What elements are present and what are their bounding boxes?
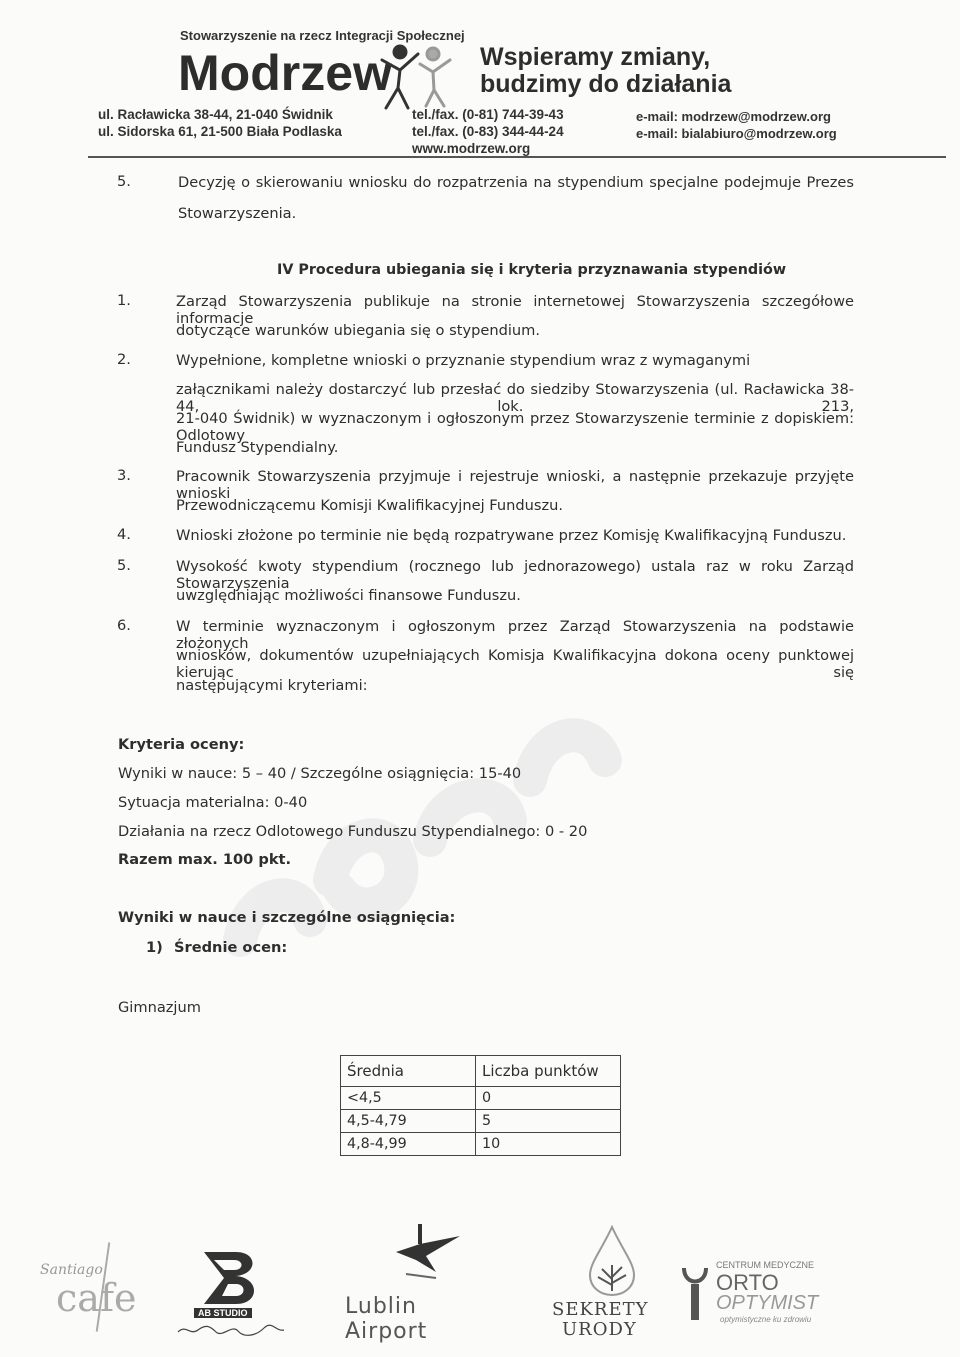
table-cell: 5 [476,1110,621,1133]
ab-studio-signature [176,1322,286,1338]
item-3-line: Pracownik Stowarzyszenia przyjmuje i rejestruje wnioski, a następnie przekazuje przyjęte wnioski [176,468,854,502]
results-heading: Wyniki w nauce i szczególne osiągnięcia: [118,909,456,926]
table-row [341,1087,621,1110]
criteria-total: Razem max. 100 pkt. [118,851,292,868]
urody-text: URODY [562,1319,637,1340]
email-line-2[interactable]: e-mail: bialabiuro@modrzew.org [636,126,837,141]
item-6-line: następującymi kryteriami: [176,677,368,694]
organization-name: Stowarzyszenie na rzecz Integracji Społecznej [180,28,465,43]
airplane-icon [376,1222,466,1282]
logo-wordmark: Modrzew [178,45,392,101]
orto-label-4: optymistyczne ku zdrowiu [720,1315,812,1324]
header-divider [88,156,946,158]
address-block [98,106,342,140]
slogan-line-2: budzimy do działania [480,70,732,98]
email-block [636,108,837,142]
item-2-line: Wypełnione, kompletne wnioski o przyznanie stypendium wraz z wymaganymi [176,352,751,369]
phone-block [412,106,564,157]
item-1-number: 1. [117,292,131,309]
table-cell: 0 [476,1087,621,1110]
email-line-1[interactable]: e-mail: modrzew@modrzew.org [636,109,831,124]
table-header: Średnia [341,1056,476,1087]
orto-symbol-icon [680,1264,710,1324]
item-4-line: Wnioski złożone po terminie nie będą rozpatrywane przez Komisję Kwalifikacyjną Funduszu. [176,527,847,544]
table-cell: 10 [476,1133,621,1156]
item-4-number: 4. [117,526,131,543]
criteria-line: Działania na rzecz Odlotowego Funduszu Stypendialnego: 0 - 20 [118,823,588,840]
lublin-airport-logo [340,1222,500,1347]
item-5-line: uwzględniając możliwości finansowe Funduszu. [176,587,521,604]
table-header-row [341,1056,621,1087]
orto-label-2: ORTO [716,1270,779,1295]
drop-plant-icon [584,1225,640,1297]
item-6-line: wniosków, dokumentów uzupełniających Komisja Kwalifikacyjna dokona oceny punktowej kierując się [176,647,854,681]
address-line-2: ul. Sidorska 61, 21-500 Biała Podlaska [98,124,342,139]
intro-item-line-1: Decyzję o skierowaniu wniosku do rozpatrzenia na stypendium specjalne podejmuje Prezes [178,174,854,191]
item-6-number: 6. [117,617,131,634]
item-3-line: Przewodniczącemu Komisji Kwalifikacyjnej Funduszu. [176,497,564,514]
ab-studio-label: AB STUDIO [194,1308,252,1318]
grades-table [340,1055,621,1156]
ab-studio-logo [172,1248,292,1348]
orto-label-1: CENTRUM MEDYCZNE [716,1260,814,1270]
intro-item-number: 5. [117,173,131,190]
orto-optymist-logo [680,1260,840,1330]
sekrety-text: SEKRETY [552,1299,649,1320]
logo-figure-icon [378,40,458,110]
santiago-cafe-small-text: Santiago [40,1262,103,1278]
item-3-number: 3. [117,467,131,484]
criteria-heading: Kryteria oceny: [118,736,245,753]
item-2-line: 21-040 Świdnik) w wyznaczonym i ogłoszonym przez Stowarzyszenie terminie z dopiskiem: Odlotowy [176,410,854,444]
table-row [341,1110,621,1133]
item-2-line: Fundusz Stypendialny. [176,439,339,456]
results-sub-label: Średnie ocen: [174,939,288,956]
address-line-1: ul. Racławicka 38-44, 21-040 Świdnik [98,107,333,122]
item-6-line: W terminie wyznaczonym i ogłoszonym przez Zarząd Stowarzyszenia na podstawie złożonych [176,618,854,652]
slogan [480,44,731,98]
table-row [341,1133,621,1156]
phone-line-2: tel./fax. (0-83) 344-44-24 [412,124,564,139]
table-cell: 4,5-4,79 [341,1110,476,1133]
orto-label-3: OPTYMIST [716,1292,819,1314]
intro-item-line-2: Stowarzyszenia. [178,205,297,222]
item-1-line: Zarząd Stowarzyszenia publikuje na stronie internetowej Stowarzyszenia szczegółowe informacje [176,293,854,327]
item-5-line: Wysokość kwoty stypendium (rocznego lub jednorazowego) ustala raz w roku Zarząd Stowarzyszenia [176,558,854,592]
slogan-line-1: Wspieramy zmiany, [480,43,711,71]
results-sub-number: 1) [146,939,163,956]
criteria-line: Sytuacja materialna: 0-40 [118,794,308,811]
phone-line-1: tel./fax. (0-81) 744-39-43 [412,107,564,122]
school-level: Gimnazjum [118,999,201,1016]
ab-studio-mark-icon [200,1248,264,1308]
santiago-cafe-big-text: cafe [56,1276,137,1320]
lublin-airport-text: Lublin Airport [345,1294,428,1344]
santiago-cafe-logo [40,1240,160,1340]
item-1-line: dotyczące warunków ubiegania się o stypendium. [176,322,540,339]
table-cell: 4,8-4,99 [341,1133,476,1156]
criteria-line: Wyniki w nauce: 5 – 40 / Szczególne osiągnięcia: 15-40 [118,765,522,782]
item-2-number: 2. [117,351,131,368]
item-5-number: 5. [117,557,131,574]
sekrety-urody-logo [548,1225,678,1345]
table-cell: <4,5 [341,1087,476,1110]
item-2-line: załącznikami należy dostarczyć lub przesłać do siedziby Stowarzyszenia (ul. Racławicka 38-44, lok. 213, [176,381,854,415]
table-header: Liczba punktów [476,1056,621,1087]
website-link[interactable]: www.modrzew.org [412,141,531,156]
section-heading: IV Procedura ubiegania się i kryteria przyznawania stypendiów [277,262,787,278]
